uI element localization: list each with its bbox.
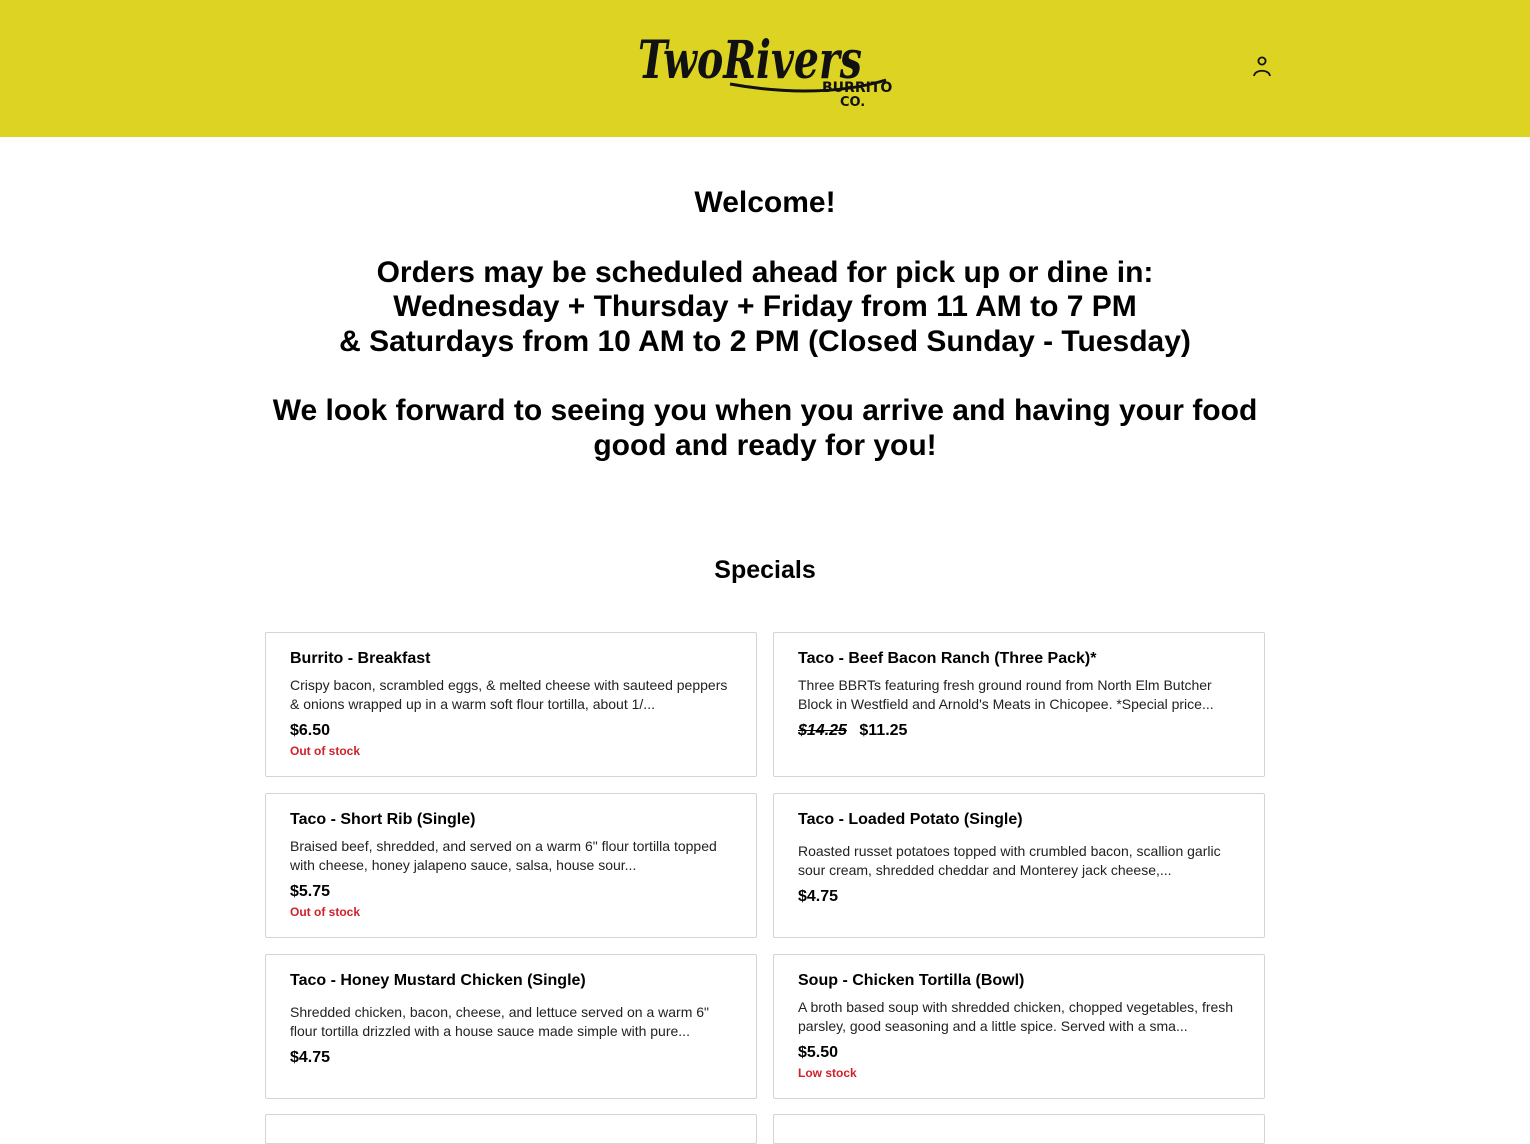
item-price-row xyxy=(798,721,1240,741)
item-price: $4.75 xyxy=(798,888,839,905)
menu-item-card[interactable] xyxy=(265,632,757,777)
stock-status: Out of stock xyxy=(290,905,361,919)
item-price: $5.75 xyxy=(290,883,331,900)
item-description: Three BBRTs featuring fresh ground round from North Elm Butcher Block in Westfield and Arnold's Meats in Chicopee. *Special price... xyxy=(798,677,1214,712)
menu-item-card[interactable] xyxy=(265,1114,757,1144)
item-price: $4.75 xyxy=(290,1049,331,1066)
item-price-row xyxy=(290,721,732,741)
item-name: Taco - Loaded Potato (Single) xyxy=(798,811,1023,828)
item-price-row xyxy=(798,887,1240,907)
closing-message: We look forward to seeing you when you arrive and having your food good and ready for you! xyxy=(272,394,1258,462)
item-description: Braised beef, shredded, and served on a warm 6" flour tortilla topped with cheese, honey jalapeno sauce, salsa, house sour... xyxy=(290,838,717,873)
logo-graphic xyxy=(634,22,896,114)
specials-heading: Specials xyxy=(714,556,816,584)
two-rivers-logo[interactable] xyxy=(634,22,896,114)
menu-item-card[interactable] xyxy=(773,632,1265,777)
item-name: Burrito - Breakfast xyxy=(290,650,431,667)
item-name: Taco - Beef Bacon Ranch (Three Pack)* xyxy=(798,650,1097,667)
menu-item-card[interactable] xyxy=(265,954,757,1099)
menu-item-card[interactable] xyxy=(773,954,1265,1099)
item-price: $11.25 xyxy=(859,722,908,739)
item-description: Roasted russet potatoes topped with crumbled bacon, scallion garlic sour cream, shredded cheddar and Monterey jack cheese,... xyxy=(798,843,1221,878)
item-description: A broth based soup with shredded chicken, chopped vegetables, fresh parsley, good seasoning and a little spice. Served with a sma... xyxy=(798,999,1234,1034)
item-name: Taco - Short Rib (Single) xyxy=(290,811,476,828)
site-header xyxy=(0,0,1530,137)
item-name: Taco - Honey Mustard Chicken (Single) xyxy=(290,972,586,989)
account-button[interactable] xyxy=(1249,54,1275,80)
stock-status: Out of stock xyxy=(290,744,361,758)
hours-line: & Saturdays from 10 AM to 2 PM (Closed Sunday - Tuesday) xyxy=(339,324,1191,358)
item-description: Crispy bacon, scrambled eggs, & melted cheese with sauteed peppers & onions wrapped up in a warm soft flour tortilla, about 1/... xyxy=(290,677,728,712)
hours-line: Wednesday + Thursday + Friday from 11 AM to 7 PM xyxy=(393,290,1137,323)
logo-burrito: BURRITO xyxy=(822,80,893,96)
menu-item-card[interactable] xyxy=(265,793,757,938)
logo-co: CO. xyxy=(840,95,866,110)
item-original-price: $14.25 xyxy=(798,722,847,739)
welcome-message xyxy=(235,137,1295,463)
stock-status: Low stock xyxy=(798,1066,857,1080)
logo-wordmark: TwoRivers xyxy=(638,30,862,91)
item-price-row xyxy=(290,1048,732,1068)
specials-grid xyxy=(265,632,1265,1099)
menu-item-card[interactable] xyxy=(773,793,1265,938)
hours-line: Orders may be scheduled ahead for pick up or dine in: xyxy=(376,255,1154,289)
welcome-title: Welcome! xyxy=(694,186,836,219)
item-description: Shredded chicken, bacon, cheese, and lettuce served on a warm 6" flour tortilla drizzled with a house sauce made simple with pure... xyxy=(290,1004,710,1039)
menu-item-card[interactable] xyxy=(773,1114,1265,1144)
item-price-row xyxy=(290,882,732,902)
user-icon xyxy=(1252,56,1272,78)
item-price: $6.50 xyxy=(290,722,331,739)
item-name: Soup - Chicken Tortilla (Bowl) xyxy=(798,972,1025,989)
item-price: $5.50 xyxy=(798,1044,839,1061)
item-price-row xyxy=(798,1043,1240,1063)
hours-info xyxy=(235,256,1295,360)
